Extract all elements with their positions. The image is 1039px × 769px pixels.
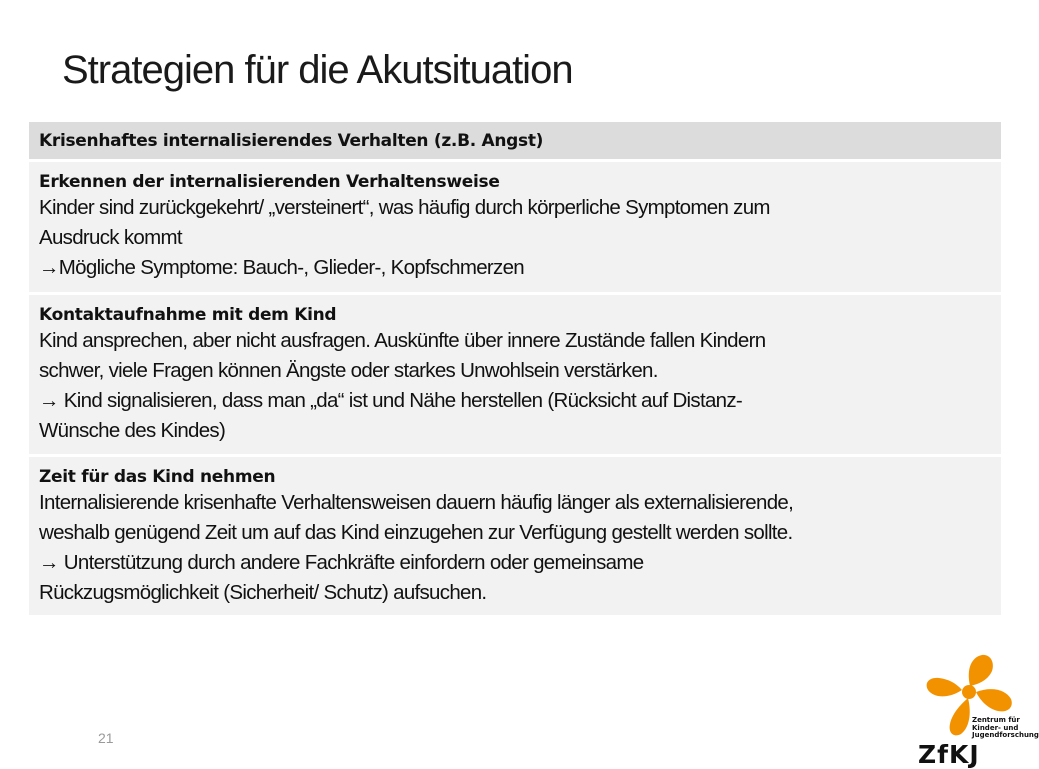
page-number: 21: [98, 730, 114, 746]
row-text-line: →Mögliche Symptome: Bauch-, Glieder-, Kopfschmerzen: [39, 256, 524, 279]
row-text-line: → Kind signalisieren, dass man „da“ ist und Nähe herstellen (Rücksicht auf Distanz-: [39, 389, 743, 412]
table-header-label: Krisenhaftes internalisierendes Verhalten (z.B. Angst): [39, 130, 544, 151]
slide-title: Strategien für die Akutsituation: [62, 48, 573, 92]
table-row: [29, 457, 1001, 618]
row-text-line: weshalb genügend Zeit um auf das Kind einzugehen zur Verfügung gestellt werden sollte.: [39, 521, 793, 544]
row-heading: Kontaktaufnahme mit dem Kind: [39, 305, 337, 325]
logo-name: ZfKJ: [918, 740, 980, 769]
row-heading: Erkennen der internalisierenden Verhaltensweise: [39, 172, 500, 192]
table-row: [29, 162, 1001, 295]
row-text-line: Rückzugsmöglichkeit (Sicherheit/ Schutz) aufsuchen.: [39, 581, 487, 604]
logo-small-text: Zentrum für Kinder- und Jugendforschung: [972, 716, 1039, 739]
row-text-line: → Unterstützung durch andere Fachkräfte einfordern oder gemeinsame: [39, 551, 644, 574]
row-text-line: Internalisierende krisenhafte Verhaltensweisen dauern häufig länger als externalisierende,: [39, 491, 794, 514]
row-heading: Zeit für das Kind nehmen: [39, 467, 276, 487]
row-text-line: Wünsche des Kindes): [39, 419, 226, 442]
row-text-line: Ausdruck kommt: [39, 226, 182, 249]
row-text-line: Kind ansprechen, aber nicht ausfragen. Auskünfte über innere Zustände fallen Kindern: [39, 329, 766, 352]
row-text-line: schwer, viele Fragen können Ängste oder starkes Unwohlsein verstärken.: [39, 359, 658, 382]
table-header: [29, 122, 1001, 162]
table-row: [29, 295, 1001, 457]
strategy-table: [29, 122, 1001, 618]
row-text-line: Kinder sind zurückgekehrt/ „versteinert“, was häufig durch körperliche Symptomen zum: [39, 196, 770, 219]
